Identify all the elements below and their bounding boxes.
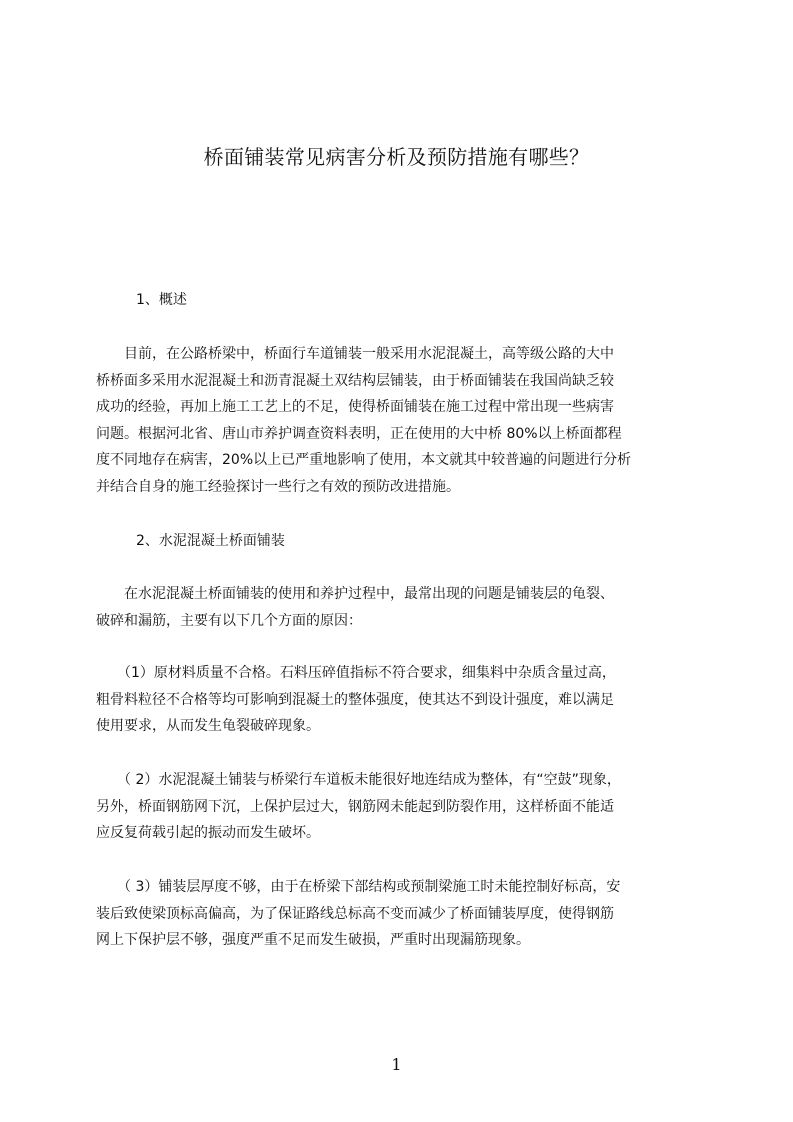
paragraph-line: 应反复荷载引起的振动而发生破坏。 xyxy=(96,825,320,841)
paragraph-line: 目前，在公路桥梁中，桥面行车道铺装一般采用水泥混凝土，高等级公路的大中 xyxy=(96,346,614,362)
overview-paragraph xyxy=(96,341,700,500)
cause-item-1 xyxy=(96,660,700,740)
paragraph-line: 粗骨料粒径不合格等均可影响到混凝土的整体强度，使其达不到设计强度，难以满足 xyxy=(96,691,614,708)
paragraph-line: 装后致使梁顶标高偏高，为了保证路线总标高不变而减少了桥面铺装厚度，使得钢筋 xyxy=(96,905,614,922)
page-number: 1 xyxy=(391,1055,402,1074)
document-title: 桥面铺装常见病害分析及预防措施有哪些？ xyxy=(203,145,590,169)
paragraph-line: 破碎和漏筋，主要有以下几个方面的原因： xyxy=(96,612,362,629)
paragraph-line: 问题。根据河北省、唐山市养护调查资料表明，正在使用的大中桥 80%以上桥面都程 xyxy=(96,425,622,442)
paragraph-line: 度不同地存在病害，20%以上已严重地影响了使用，本文就其中较普遍的问题进行分析 xyxy=(96,452,632,468)
paragraph-line: 并结合自身的施工经验探讨一些行之有效的预防改进措施。 xyxy=(96,478,460,495)
section-heading-overview: 1、概述 xyxy=(136,292,187,308)
paragraph-line: 使用要求，从而发生龟裂破碎现象。 xyxy=(96,718,320,734)
paragraph-line: 成功的经验，再加上施工工艺上的不足，使得桥面铺装在施工过程中常出现一些病害 xyxy=(96,399,614,415)
section-heading-concrete-deck: 2、水泥混凝土桥面铺装 xyxy=(136,533,285,549)
paragraph-line: （1）原材料质量不合格。石料压碎值指标不符合要求，细集料中杂质含量过高， xyxy=(96,665,616,681)
cause-item-2 xyxy=(96,767,700,847)
paragraph-line: 桥桥面多采用水泥混凝土和沥青混凝土双结构层铺装，由于桥面铺装在我国尚缺乏较 xyxy=(96,372,614,389)
paragraph-line: （ 3）铺装层厚度不够，由于在桥梁下部结构或预制梁施工时未能控制好标高，安 xyxy=(96,879,621,895)
paragraph-line: 网上下保护层不够，强度严重不足而发生破损，严重时出现漏筋现象。 xyxy=(96,932,530,948)
cause-item-3 xyxy=(96,874,700,954)
concrete-intro-paragraph xyxy=(96,581,700,634)
paragraph-line: （ 2）水泥混凝土铺装与桥梁行车道板未能很好地连结成为整体，有“空鼓”现象， xyxy=(96,772,621,788)
paragraph-line: 在水泥混凝土桥面铺装的使用和养护过程中，最常出现的问题是铺装层的龟裂、 xyxy=(96,586,614,602)
paragraph-line: 另外，桥面钢筋网下沉，上保护层过大，钢筋网未能起到防裂作用，这样桥面不能适 xyxy=(96,798,614,815)
